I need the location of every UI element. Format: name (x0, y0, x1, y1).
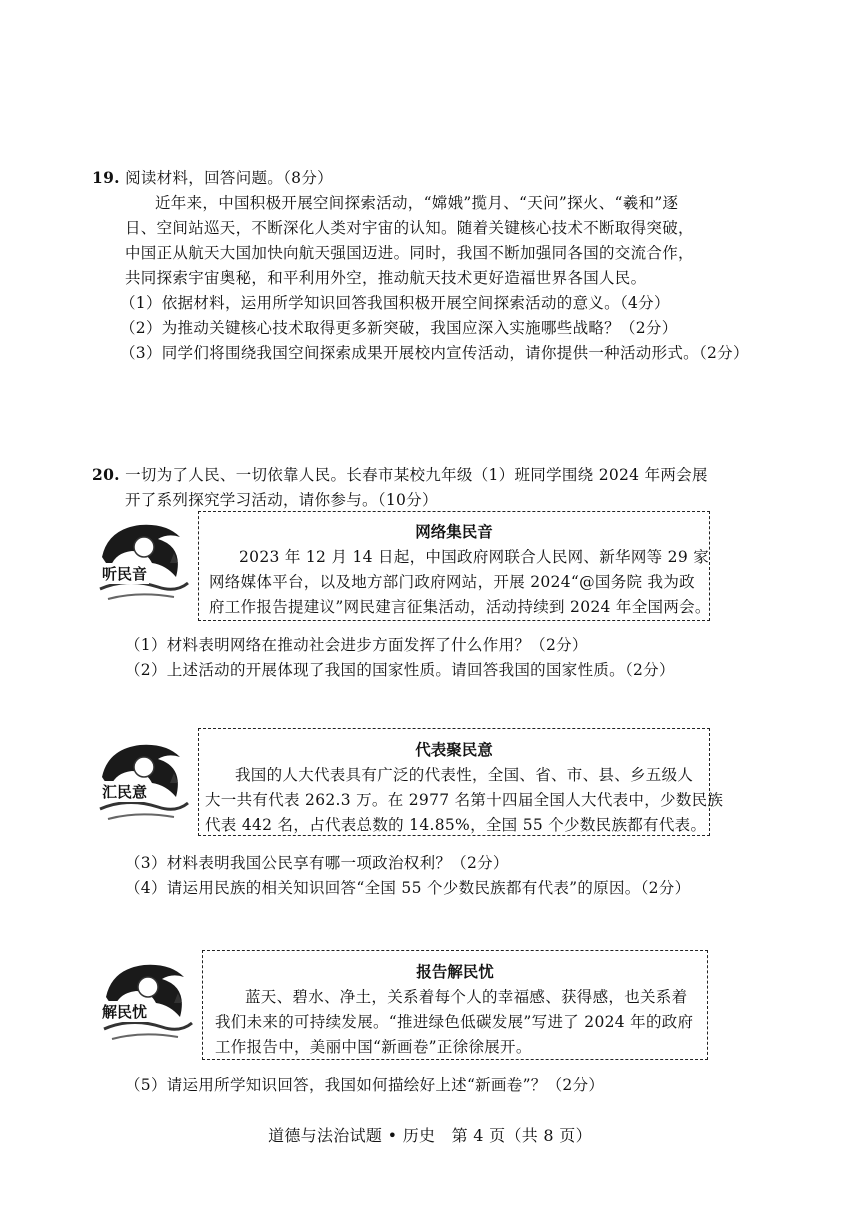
q20-heading (92, 465, 708, 485)
q20-stem-line-2: 开了系列探究学习活动，请你参与。（10分） (125, 491, 438, 509)
report-line-2: 我们未来的可持续发展。“推进绿色低碳发展”写进了 2024 年的政府 (215, 1013, 694, 1031)
q20-subquestion-3: （3）材料表明我国公民享有哪一项政治权利？（2分） (125, 854, 509, 872)
q20-stem-line-1: 一切为了人民、一切依靠人民。长春市某校九年级（1）班同学围绕 2024 年两会展 (125, 466, 708, 484)
deputies-material-box (198, 728, 724, 836)
page-footer: 道德与法治试题 • 历史 第 4 页（共 8 页） (268, 1126, 592, 1145)
q19-subquestion-1: （1）依据材料，运用所学知识回答我国积极开展空间探索活动的意义。（4分） (120, 294, 670, 312)
q20-subquestion-5: （5）请运用所学知识回答，我国如何描绘好上述“新画卷”？（2分） (125, 1076, 605, 1094)
q19-material-line-1: 近年来，中国积极开展空间探索活动，“嫦娥”揽月、“天问”探火、“羲和”逐 (155, 194, 679, 212)
deputies-line-2: 大一共有代表 262.3 万。在 2977 名第十四届全国人大代表中，少数民族 (205, 791, 724, 809)
online-voices-line-1: 2023 年 12 月 14 日起，中国政府网联合人民网、新华网等 29 家 (239, 548, 710, 566)
q19-heading (92, 168, 333, 188)
online-voices-material-box (198, 511, 710, 621)
q20-subquestion-4: （4）请运用民族的相关知识回答“全国 55 个少数民族都有代表”的原因。（2分） (125, 879, 691, 897)
listen-voice-logo (88, 517, 196, 609)
listen-voice-logo-label: 听民音 (102, 565, 148, 583)
deputies-title: 代表聚民意 (415, 740, 493, 759)
q19-material-line-3: 中国正从航天大国加快向航天强国迈进。同时，我国不断加强同各国的交流合作， (125, 244, 694, 262)
gather-opinion-logo-label: 汇民意 (102, 783, 148, 801)
q19-subquestion-3: （3）同学们将围绕我国空间探索成果开展校内宣传活动，请你提供一种活动形式。（2分） (120, 344, 749, 362)
relieve-worries-logo (92, 957, 200, 1049)
report-material-box (202, 950, 708, 1060)
report-line-3: 工作报告中，美丽中国“新画卷”正徐徐展开。 (215, 1038, 532, 1056)
online-voices-title: 网络集民音 (415, 522, 493, 541)
deputies-line-1: 我国的人大代表具有广泛的代表性，全国、省、市、县、乡五级人 (235, 766, 694, 784)
q20-number: 20. (92, 465, 120, 484)
q19-number: 19. (92, 168, 120, 187)
q19-material-line-4: 共同探索宇宙奥秘，和平利用外空，推动航天技术更好造福世界各国人民。 (125, 269, 647, 287)
deputies-line-3: 代表 442 名，占代表总数的 14.85%，全国 55 个少数民族都有代表。 (205, 816, 707, 834)
report-title: 报告解民忧 (416, 962, 494, 981)
q20-subquestion-1: （1）材料表明网络在推动社会进步方面发挥了什么作用？（2分） (125, 636, 588, 654)
gather-opinion-logo (88, 737, 196, 829)
online-voices-line-2: 网络媒体平台，以及地方部门政府网站，开展 2024“@国务院 我为政 (209, 573, 695, 591)
report-line-1: 蓝天、碧水、净土，关系着每个人的幸福感、获得感，也关系着 (245, 988, 688, 1006)
online-voices-line-3: 府工作报告提建议”网民建言征集活动，活动持续到 2024 年全国两会。 (209, 598, 711, 616)
relieve-worries-logo-label: 解民忧 (102, 1003, 148, 1021)
q19-subquestion-2: （2）为推动关键核心技术取得更多新突破，我国应深入实施哪些战略？（2分） (120, 319, 678, 337)
q19-stem: 阅读材料，回答问题。（8分） (125, 169, 333, 187)
q20-subquestion-2: （2）上述活动的开展体现了我国的国家性质。请回答我国的国家性质。（2分） (125, 661, 675, 679)
q19-material-line-2: 日、空间站巡天，不断深化人类对宇宙的认知。随着关键核心技术不断取得突破， (125, 219, 694, 237)
